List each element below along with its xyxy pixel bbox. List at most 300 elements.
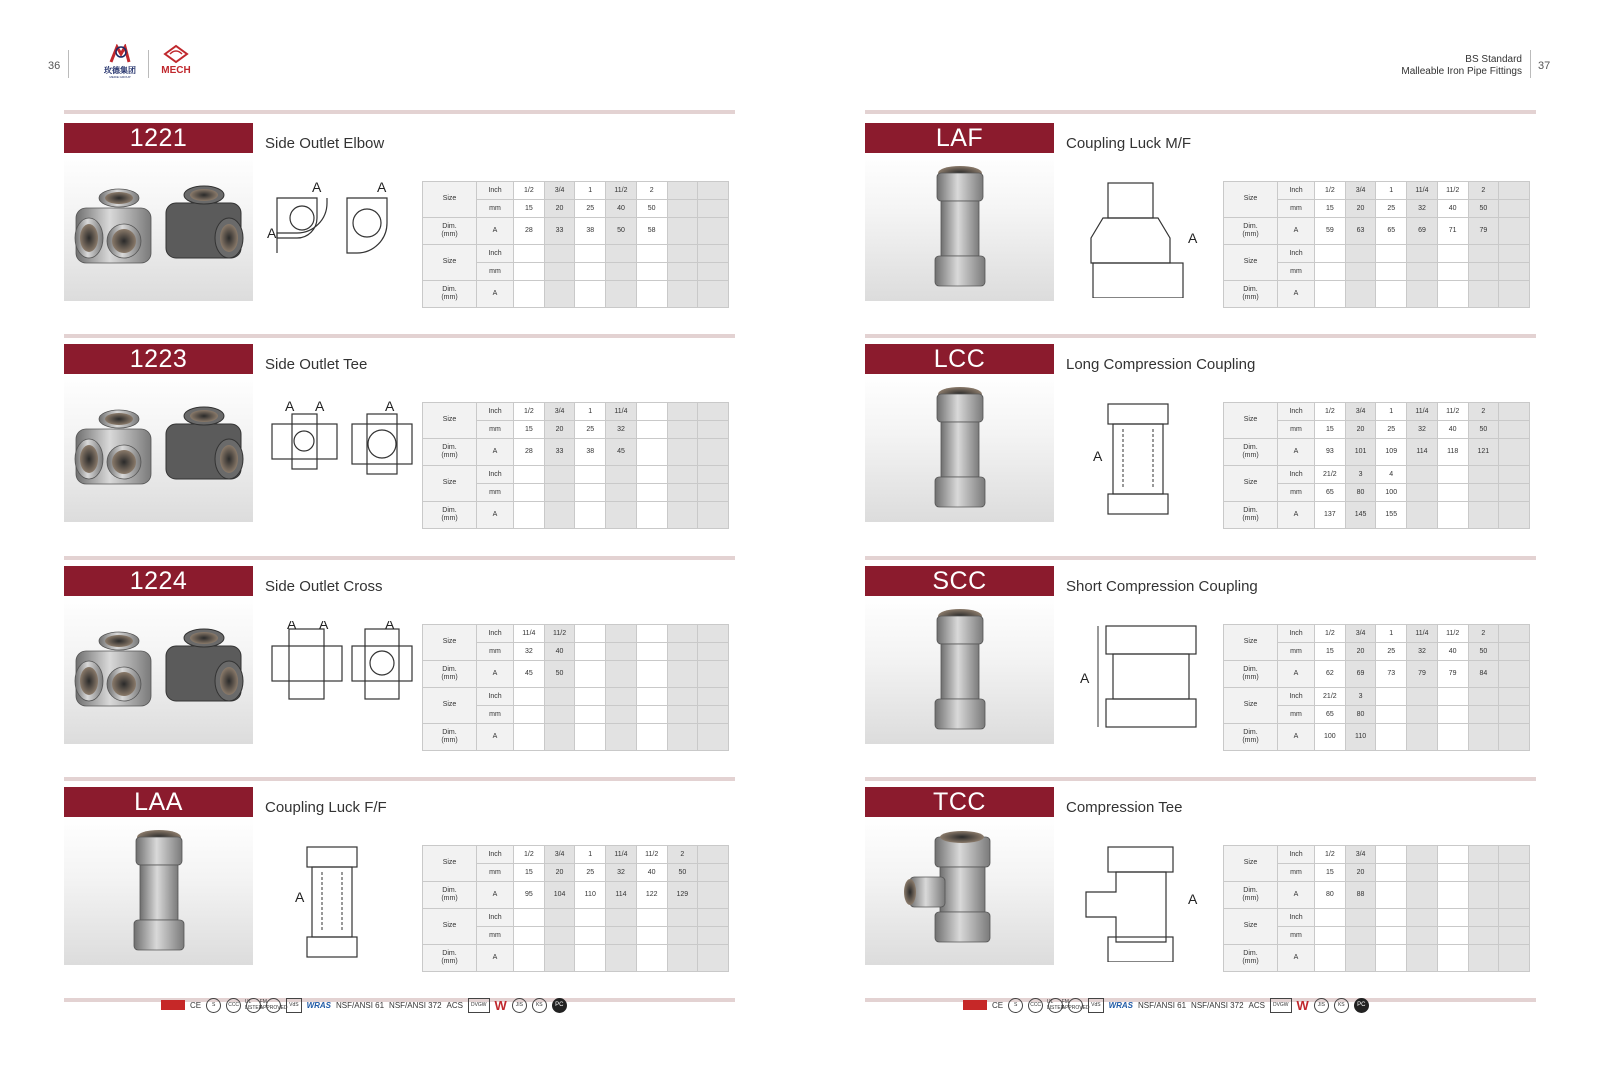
spec-cell [544, 908, 575, 926]
mech-logo [155, 44, 197, 78]
spec-cell [575, 483, 606, 501]
dim-label [423, 944, 477, 971]
size-label: Size [1224, 182, 1278, 218]
spec-cell: 20 [544, 863, 575, 881]
product-title: Coupling Luck F/F [265, 799, 387, 816]
spec-cell [544, 944, 575, 971]
inch-label: Inch [477, 908, 514, 926]
spec-cell [1437, 465, 1468, 483]
spec-cell [636, 687, 667, 705]
spec-cell [698, 280, 729, 307]
spec-cell: 62 [1315, 660, 1346, 687]
mm-label: mm [477, 420, 514, 438]
a-label: A [477, 881, 514, 908]
spec-cell [1407, 846, 1438, 864]
inch-label: Inch [1278, 846, 1315, 864]
spec-cell [1376, 908, 1407, 926]
spec-cell: 2 [1468, 182, 1499, 200]
spec-cell: 84 [1468, 660, 1499, 687]
spec-cell: 28 [514, 217, 545, 244]
brand-mech: MECH [161, 65, 191, 76]
mm-label: mm [477, 483, 514, 501]
a-label: A [477, 944, 514, 971]
dim-label [423, 723, 477, 750]
product-photo [64, 153, 253, 301]
section-bar [865, 334, 1536, 338]
spec-cell: 50 [1468, 642, 1499, 660]
spec-cell [514, 501, 545, 528]
dimension-label: A [319, 621, 329, 632]
spec-cell: 15 [1315, 199, 1346, 217]
spec-cell [698, 908, 729, 926]
spec-cell [1499, 403, 1530, 421]
fitting-image-icon [865, 817, 1054, 965]
spec-cell [1407, 244, 1438, 262]
dim-unit-text: (mm) [1242, 736, 1259, 744]
certification-mark: CCC [226, 998, 241, 1013]
spec-cell: 114 [1407, 438, 1438, 465]
spec-cell [1499, 723, 1530, 750]
product-photo [865, 153, 1054, 301]
dim-unit-text: (mm) [1242, 293, 1259, 301]
spec-cell [1376, 881, 1407, 908]
dim-label-text: Dim. [442, 443, 457, 451]
spec-cell [606, 687, 637, 705]
spec-cell [1499, 944, 1530, 971]
spec-cell: 11/4 [606, 403, 637, 421]
product-code: LCC [865, 344, 1054, 374]
dim-unit-text: (mm) [441, 894, 458, 902]
mm-label: mm [1278, 642, 1315, 660]
spec-cell: 11/2 [1437, 182, 1468, 200]
dim-unit-text: (mm) [441, 451, 458, 459]
spec-cell: 1 [1376, 403, 1407, 421]
mm-label: mm [1278, 863, 1315, 881]
product-title: Side Outlet Tee [265, 356, 368, 373]
spec-cell [1437, 280, 1468, 307]
spec-cell [575, 944, 606, 971]
spec-cell: 100 [1376, 483, 1407, 501]
spec-cell: 20 [1345, 199, 1376, 217]
spec-cell [636, 465, 667, 483]
spec-cell [606, 908, 637, 926]
logo-divider [148, 50, 149, 78]
spec-cell [1468, 881, 1499, 908]
spec-cell [636, 483, 667, 501]
size-label: Size [1224, 908, 1278, 944]
spec-table [1223, 624, 1530, 751]
size-label: Size [1224, 465, 1278, 501]
mm-label: mm [1278, 199, 1315, 217]
spec-cell [514, 244, 545, 262]
certification-mark: UL LISTED [244, 999, 263, 1011]
spec-cell [667, 687, 698, 705]
spec-cell [667, 438, 698, 465]
spec-cell [575, 660, 606, 687]
spec-cell: 20 [1345, 863, 1376, 881]
section-bar [64, 556, 735, 560]
spec-cell [1468, 501, 1499, 528]
spec-cell: 73 [1376, 660, 1407, 687]
certification-mark: ACS [446, 1000, 463, 1010]
spec-cell: 11/2 [636, 846, 667, 864]
spec-cell [1407, 262, 1438, 280]
size-label: Size [423, 182, 477, 218]
size-label: Size [1224, 403, 1278, 439]
spec-cell: 38 [575, 438, 606, 465]
brand-cn: 玫德集团 [104, 66, 136, 75]
spec-cell [606, 642, 637, 660]
spec-cell [698, 625, 729, 643]
section-bar [865, 777, 1536, 781]
certification-mark: DVGW [1270, 998, 1292, 1013]
product-code: 1221 [64, 123, 253, 153]
spec-cell: 95 [514, 881, 545, 908]
product-title: Side Outlet Elbow [265, 135, 385, 152]
spec-cell: 15 [1315, 420, 1346, 438]
spec-cell: 20 [544, 420, 575, 438]
spec-cell [667, 642, 698, 660]
spec-cell: 1 [575, 846, 606, 864]
spec-cell [698, 642, 729, 660]
spec-cell: 33 [544, 217, 575, 244]
inch-label: Inch [477, 403, 514, 421]
spec-cell: 80 [1345, 705, 1376, 723]
spec-cell: 50 [1468, 420, 1499, 438]
spec-cell [1499, 438, 1530, 465]
spec-cell [1376, 944, 1407, 971]
spec-cell [575, 723, 606, 750]
spec-cell: 40 [636, 863, 667, 881]
spec-cell: 11/2 [606, 182, 637, 200]
spec-cell: 15 [514, 863, 545, 881]
dimension-label: A [295, 889, 305, 905]
spec-cell [1345, 944, 1376, 971]
spec-cell: 40 [1437, 199, 1468, 217]
spec-cell [667, 625, 698, 643]
fitting-image-icon [64, 374, 253, 522]
spec-cell [1407, 881, 1438, 908]
section-bar [865, 556, 1536, 560]
fitting-image-icon [865, 596, 1054, 744]
inch-label: Inch [1278, 625, 1315, 643]
spec-cell [575, 244, 606, 262]
certification-mark: NSF/ANSI 61 [1138, 1000, 1187, 1010]
section-bar [865, 110, 1536, 114]
spec-cell [1407, 705, 1438, 723]
spec-cell [636, 420, 667, 438]
spec-cell: 88 [1345, 881, 1376, 908]
spec-cell [636, 944, 667, 971]
product-photo [865, 374, 1054, 522]
technical-drawing-icon [267, 842, 417, 962]
technical-drawing-icon [1068, 399, 1218, 519]
dimension-label: A [267, 225, 277, 241]
certification-mark: S [206, 998, 221, 1013]
spec-cell [636, 723, 667, 750]
inch-label: Inch [477, 625, 514, 643]
spec-cell: 40 [544, 642, 575, 660]
spec-cell: 109 [1376, 438, 1407, 465]
a-label: A [477, 723, 514, 750]
spec-cell: 1/2 [514, 182, 545, 200]
spec-cell [1407, 501, 1438, 528]
certification-mark: DVGW [468, 998, 490, 1013]
size-label: Size [423, 687, 477, 723]
product-photo [64, 596, 253, 744]
spec-cell [1376, 926, 1407, 944]
inch-label: Inch [477, 182, 514, 200]
product-photo [865, 596, 1054, 744]
spec-cell [575, 908, 606, 926]
spec-cell: 65 [1315, 483, 1346, 501]
spec-cell [636, 244, 667, 262]
spec-cell: 15 [514, 420, 545, 438]
product-title: Side Outlet Cross [265, 578, 383, 595]
spec-cell: 25 [575, 199, 606, 217]
spec-cell [606, 244, 637, 262]
spec-cell: 59 [1315, 217, 1346, 244]
spec-cell: 101 [1345, 438, 1376, 465]
spec-cell: 32 [1407, 642, 1438, 660]
mm-label: mm [1278, 926, 1315, 944]
mm-label: mm [1278, 483, 1315, 501]
certification-mark: WRAS [1108, 1000, 1134, 1010]
technical-drawing [267, 399, 417, 519]
spec-cell: 32 [1407, 199, 1438, 217]
a-label: A [1278, 280, 1315, 307]
spec-cell: 25 [1376, 642, 1407, 660]
spec-cell [698, 863, 729, 881]
a-label: A [477, 501, 514, 528]
spec-cell [1499, 501, 1530, 528]
inch-label: Inch [1278, 182, 1315, 200]
dimension-label: A [377, 179, 387, 195]
page-number-left: 36 [48, 60, 61, 72]
spec-cell [1468, 705, 1499, 723]
dim-label [1224, 723, 1278, 750]
spec-cell [1315, 244, 1346, 262]
certification-mark: FM APPROVED [259, 999, 288, 1011]
spec-cell [1407, 723, 1438, 750]
inch-label: Inch [1278, 687, 1315, 705]
spec-cell [575, 625, 606, 643]
spec-cell [1499, 642, 1530, 660]
spec-cell [667, 723, 698, 750]
spec-cell [544, 687, 575, 705]
spec-cell [1468, 262, 1499, 280]
spec-cell [1499, 705, 1530, 723]
section-bar [64, 777, 735, 781]
spec-cell: 32 [606, 420, 637, 438]
spec-cell: 93 [1315, 438, 1346, 465]
spec-cell [575, 642, 606, 660]
product-code: TCC [865, 787, 1054, 817]
a-label: A [1278, 881, 1315, 908]
spec-cell: 80 [1345, 483, 1376, 501]
spec-cell [1315, 944, 1346, 971]
fitting-image-icon [865, 374, 1054, 522]
spec-cell [698, 199, 729, 217]
dim-label [1224, 501, 1278, 528]
spec-cell [1407, 908, 1438, 926]
a-label: A [1278, 217, 1315, 244]
spec-cell [1468, 926, 1499, 944]
spec-cell: 32 [1407, 420, 1438, 438]
product-photo [64, 374, 253, 522]
spec-table [422, 624, 729, 751]
technical-drawing [267, 842, 417, 962]
inch-label: Inch [477, 846, 514, 864]
spec-cell [1315, 908, 1346, 926]
mm-label: mm [1278, 705, 1315, 723]
spec-cell [575, 501, 606, 528]
dim-label [423, 501, 477, 528]
spec-cell: 80 [1315, 881, 1346, 908]
dimension-label: A [1093, 448, 1103, 464]
spec-cell: 2 [1468, 625, 1499, 643]
spec-cell: 1/2 [514, 846, 545, 864]
spec-cell: 15 [1315, 863, 1346, 881]
spec-cell [698, 687, 729, 705]
certification-mark: CE [992, 1000, 1004, 1010]
spec-cell: 4 [1376, 465, 1407, 483]
spec-cell: 11/2 [1437, 625, 1468, 643]
spec-cell [667, 908, 698, 926]
inch-label: Inch [477, 244, 514, 262]
spec-cell [1437, 501, 1468, 528]
spec-cell [667, 182, 698, 200]
spec-cell: 1/2 [1315, 625, 1346, 643]
spec-cell [698, 262, 729, 280]
technical-drawing-icon [1068, 842, 1218, 962]
fitting-image-icon [64, 596, 253, 744]
spec-cell [1345, 908, 1376, 926]
dim-label-text: Dim. [442, 728, 457, 736]
technical-drawing-icon [1068, 621, 1218, 741]
spec-cell [667, 244, 698, 262]
certification-mark: ACS [1248, 1000, 1265, 1010]
inch-label: Inch [1278, 403, 1315, 421]
header-title-line1: BS Standard [1465, 54, 1522, 65]
spec-cell [1499, 465, 1530, 483]
spec-cell [1468, 908, 1499, 926]
spec-cell: 25 [575, 863, 606, 881]
product-title: Compression Tee [1066, 799, 1183, 816]
mm-label: mm [477, 863, 514, 881]
spec-cell [606, 262, 637, 280]
spec-cell [1376, 687, 1407, 705]
spec-cell [636, 501, 667, 528]
china-flag-icon [161, 1000, 185, 1010]
certification-mark: W [1296, 997, 1309, 1013]
spec-cell [667, 705, 698, 723]
dim-label [1224, 217, 1278, 244]
size-label: Size [1224, 625, 1278, 661]
certification-mark: PC [552, 998, 567, 1013]
spec-cell [698, 846, 729, 864]
dim-label-text: Dim. [1243, 506, 1258, 514]
spec-cell [636, 403, 667, 421]
spec-cell: 25 [1376, 199, 1407, 217]
inch-label: Inch [1278, 908, 1315, 926]
spec-cell [1499, 262, 1530, 280]
dim-label-text: Dim. [1243, 886, 1258, 894]
technical-drawing [1068, 621, 1218, 741]
meide-group-logo [97, 44, 143, 78]
spec-cell [514, 262, 545, 280]
spec-cell: 129 [667, 881, 698, 908]
size-label: Size [1224, 244, 1278, 280]
spec-cell: 110 [575, 881, 606, 908]
spec-cell [1499, 687, 1530, 705]
spec-cell [514, 926, 545, 944]
spec-cell: 79 [1407, 660, 1438, 687]
dim-label-text: Dim. [1243, 949, 1258, 957]
product-title: Coupling Luck M/F [1066, 135, 1192, 152]
dim-label-text: Dim. [1243, 665, 1258, 673]
size-label: Size [423, 908, 477, 944]
technical-drawing [1068, 399, 1218, 519]
spec-cell [1407, 926, 1438, 944]
dim-unit-text: (mm) [441, 230, 458, 238]
certification-mark: KS [1334, 998, 1349, 1013]
spec-cell: 110 [1345, 723, 1376, 750]
spec-cell [1468, 280, 1499, 307]
spec-cell [1468, 944, 1499, 971]
size-label: Size [423, 846, 477, 882]
dim-label-text: Dim. [1243, 728, 1258, 736]
spec-cell [1499, 217, 1530, 244]
spec-cell [698, 182, 729, 200]
spec-cell [514, 705, 545, 723]
spec-cell [1468, 687, 1499, 705]
spec-cell: 20 [544, 199, 575, 217]
spec-cell [667, 944, 698, 971]
spec-cell [636, 705, 667, 723]
header-divider-right [1530, 50, 1531, 78]
spec-cell: 58 [636, 217, 667, 244]
spec-cell [1345, 280, 1376, 307]
spec-cell [1407, 280, 1438, 307]
spec-cell: 3/4 [1345, 182, 1376, 200]
spec-cell: 11/4 [1407, 182, 1438, 200]
dim-unit-text: (mm) [441, 293, 458, 301]
spec-cell [544, 262, 575, 280]
spec-cell [698, 217, 729, 244]
dimension-label: A [385, 399, 395, 414]
spec-cell [1468, 846, 1499, 864]
spec-cell [575, 465, 606, 483]
spec-cell [667, 420, 698, 438]
spec-cell [636, 280, 667, 307]
spec-cell: 40 [1437, 642, 1468, 660]
spec-cell [1437, 944, 1468, 971]
spec-cell [667, 660, 698, 687]
spec-cell [575, 280, 606, 307]
header-title [1401, 54, 1522, 78]
spec-cell [667, 280, 698, 307]
spec-cell [1345, 926, 1376, 944]
certification-mark: FM APPROVED [1061, 999, 1090, 1011]
spec-cell: 3/4 [544, 403, 575, 421]
spec-cell: 71 [1437, 217, 1468, 244]
spec-cell [606, 944, 637, 971]
dim-label [1224, 438, 1278, 465]
dim-label [423, 438, 477, 465]
spec-cell [606, 660, 637, 687]
spec-cell [544, 926, 575, 944]
